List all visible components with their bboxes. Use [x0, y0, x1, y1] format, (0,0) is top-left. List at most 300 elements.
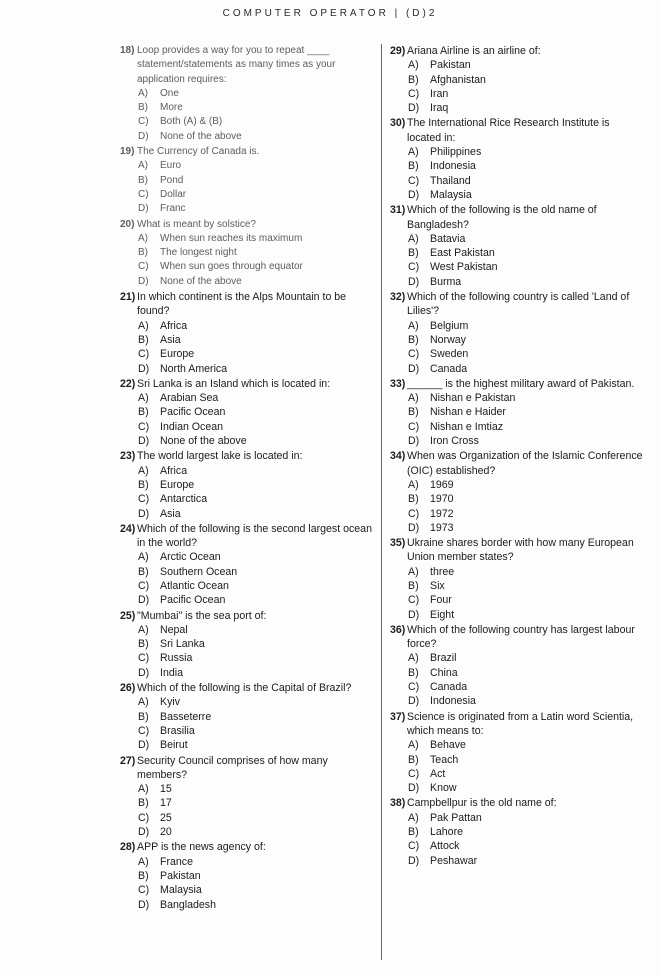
question-header	[390, 796, 645, 810]
option-letter: A)	[408, 319, 419, 332]
option-text: Brasilia	[160, 724, 195, 737]
answer-option	[120, 420, 372, 434]
answer-option	[390, 565, 645, 579]
option-letter: B)	[138, 638, 149, 651]
option-text: Russia	[160, 652, 193, 665]
option-text: One	[160, 87, 179, 99]
option-letter: C)	[138, 652, 150, 665]
option-text: Four	[430, 594, 452, 607]
answer-option	[390, 492, 645, 506]
answer-option	[120, 87, 372, 101]
option-letter: D)	[138, 666, 150, 679]
option-letter: B)	[138, 565, 149, 578]
option-letter: C)	[408, 681, 420, 694]
option-text: When sun reaches its maximum	[160, 232, 303, 244]
option-text: None of the above	[160, 130, 242, 142]
option-letter: B)	[138, 247, 148, 259]
option-text: Dollar	[160, 188, 187, 200]
question-text: The world largest lake is located in:	[137, 450, 303, 463]
option-letter: C)	[138, 579, 150, 592]
answer-option	[390, 87, 645, 101]
question-number: 18)	[120, 45, 135, 56]
option-text: Bangladesh	[160, 898, 216, 911]
option-text: Europe	[160, 348, 195, 361]
answer-option	[390, 275, 645, 289]
option-letter: D)	[408, 102, 420, 115]
option-text: 15	[160, 783, 172, 796]
option-letter: A)	[408, 146, 419, 159]
option-letter: D)	[138, 203, 149, 215]
question-number: 30)	[390, 117, 406, 130]
option-letter: B)	[138, 797, 149, 810]
answer-option	[120, 188, 372, 202]
question-block	[390, 449, 645, 535]
option-letter: D)	[408, 854, 420, 867]
answer-option	[390, 680, 645, 694]
answer-option	[390, 232, 645, 246]
option-letter: B)	[138, 710, 149, 723]
option-text: When sun goes through equator	[160, 261, 303, 273]
option-text: Teach	[430, 753, 459, 766]
question-header	[120, 522, 372, 551]
option-letter: C)	[408, 87, 420, 100]
answer-option	[120, 405, 372, 419]
question-header	[120, 609, 372, 623]
question-number: 29)	[390, 45, 406, 57]
option-text: Pakistan	[430, 59, 471, 72]
option-letter: C)	[408, 348, 420, 361]
option-text: Asia	[160, 507, 181, 520]
option-text: 1972	[430, 507, 454, 520]
option-letter: D)	[408, 608, 420, 621]
answer-option	[120, 593, 372, 607]
option-text: Know	[430, 782, 457, 795]
option-text: Malaysia	[430, 188, 472, 201]
question-number: 26)	[120, 682, 136, 695]
option-letter: B)	[138, 478, 149, 491]
question-block	[120, 290, 372, 376]
question-text: In which continent is the Alps Mountain to be found?	[137, 291, 347, 318]
option-text: 17	[160, 797, 172, 810]
question-header	[390, 710, 645, 739]
question-text: Which of the following is the Capital of Brazil?	[137, 682, 352, 695]
question-text: The Currency of Canada is.	[137, 146, 260, 158]
answer-option	[120, 550, 372, 564]
answer-option	[390, 839, 645, 853]
option-letter: C)	[138, 884, 150, 897]
option-letter: A)	[138, 160, 148, 172]
answer-option	[120, 101, 372, 115]
question-number: 24)	[120, 522, 136, 535]
option-text: Iraq	[430, 102, 449, 115]
option-text: three	[430, 565, 455, 578]
answer-option	[120, 579, 372, 593]
question-number: 27)	[120, 754, 136, 767]
answer-option	[390, 781, 645, 795]
question-block	[390, 536, 645, 622]
answer-option	[390, 738, 645, 752]
answer-option	[120, 738, 372, 752]
option-text: Pak Pattan	[430, 811, 482, 824]
option-letter: B)	[408, 493, 419, 506]
question-number: 25)	[120, 609, 136, 622]
answer-option	[390, 593, 645, 607]
answer-option	[120, 710, 372, 724]
question-number: 21)	[120, 291, 136, 304]
answer-option	[120, 623, 372, 637]
question-block	[120, 377, 372, 448]
question-block	[120, 681, 372, 752]
answer-option	[390, 666, 645, 680]
option-text: Both (A) & (B)	[160, 116, 223, 128]
option-letter: B)	[408, 406, 419, 419]
option-letter: A)	[138, 783, 149, 796]
column-divider	[381, 44, 382, 960]
question-text: What is meant by solstice?	[137, 218, 256, 230]
option-letter: C)	[138, 348, 150, 361]
question-block	[390, 203, 645, 289]
option-letter: D)	[138, 435, 150, 448]
option-text: Asia	[160, 333, 181, 346]
question-number: 33)	[390, 377, 406, 390]
option-letter: A)	[138, 464, 149, 477]
answer-option	[120, 232, 372, 246]
answer-option	[390, 246, 645, 260]
question-header	[390, 449, 645, 478]
option-letter: B)	[138, 174, 148, 186]
question-text: Campbellpur is the old name of:	[407, 797, 557, 810]
option-text: 25	[160, 811, 172, 824]
option-text: Thailand	[430, 174, 471, 187]
option-letter: B)	[408, 73, 419, 86]
answer-option	[390, 319, 645, 333]
question-block	[390, 796, 645, 867]
option-letter: D)	[408, 275, 420, 288]
answer-option	[120, 434, 372, 448]
answer-option	[120, 319, 372, 333]
question-block	[390, 623, 645, 709]
answer-option	[390, 347, 645, 361]
option-letter: A)	[138, 232, 148, 244]
option-letter: C)	[408, 420, 420, 433]
option-letter: D)	[408, 362, 420, 375]
question-header	[390, 116, 645, 145]
question-header	[120, 449, 372, 463]
option-text: Atlantic Ocean	[160, 579, 229, 592]
question-block	[390, 710, 645, 796]
option-text: Iran	[430, 87, 449, 100]
option-letter: C)	[408, 594, 420, 607]
option-letter: A)	[138, 623, 149, 636]
option-text: 1970	[430, 493, 454, 506]
answer-option	[390, 854, 645, 868]
question-header	[390, 203, 645, 232]
option-text: Act	[430, 767, 446, 780]
question-number: 37)	[390, 710, 406, 723]
question-block	[120, 609, 372, 680]
answer-option	[120, 883, 372, 897]
option-text: Lahore	[430, 826, 463, 839]
option-text: More	[160, 102, 183, 114]
answer-option	[120, 565, 372, 579]
answer-option	[120, 478, 372, 492]
option-letter: D)	[138, 130, 149, 142]
option-letter: A)	[408, 811, 419, 824]
option-text: China	[430, 666, 458, 679]
question-text: The International Rice Research Institute is located in:	[407, 117, 610, 144]
question-header	[390, 536, 645, 565]
option-text: Antarctica	[160, 493, 208, 506]
question-text: Science is originated from a Latin word Scientia, which means to:	[407, 710, 634, 737]
question-number: 34)	[390, 450, 406, 463]
answer-option	[120, 246, 372, 260]
answer-option	[390, 579, 645, 593]
option-letter: D)	[138, 898, 150, 911]
option-text: Sweden	[430, 348, 469, 361]
option-text: Nishan e Imtiaz	[430, 420, 504, 433]
answer-option	[120, 869, 372, 883]
question-block	[120, 754, 372, 840]
answer-option	[390, 767, 645, 781]
option-text: Europe	[160, 478, 195, 491]
option-letter: C)	[408, 767, 420, 780]
option-text: Batavia	[430, 232, 466, 245]
answer-option	[390, 362, 645, 376]
question-text: Which of the following country has largest labour force?	[407, 623, 635, 651]
question-block	[120, 840, 372, 911]
option-letter: C)	[138, 116, 149, 128]
option-letter: D)	[138, 739, 150, 752]
question-text: When was Organization of the Islamic Conference (OIC) established?	[407, 450, 643, 477]
option-text: None of the above	[160, 435, 247, 448]
option-letter: C)	[138, 420, 150, 433]
option-letter: D)	[408, 188, 420, 201]
option-text: Pond	[160, 174, 184, 186]
option-letter: A)	[138, 551, 149, 564]
question-number: 19)	[120, 146, 135, 158]
answer-option	[390, 174, 645, 188]
option-letter: D)	[138, 826, 150, 839]
option-text: The longest night	[160, 247, 237, 259]
option-text: Philippines	[430, 146, 482, 159]
question-block	[390, 290, 645, 376]
answer-option	[120, 115, 372, 129]
answer-option	[390, 188, 645, 202]
option-letter: B)	[408, 666, 419, 679]
option-letter: B)	[408, 160, 419, 173]
question-block	[120, 522, 372, 608]
option-letter: A)	[408, 232, 419, 245]
answer-option	[390, 811, 645, 825]
question-header	[120, 290, 372, 319]
answer-option	[390, 507, 645, 521]
option-letter: B)	[138, 869, 149, 882]
option-text: Indian Ocean	[160, 420, 224, 433]
question-text: Which of the following is the second largest ocean in the world?	[137, 522, 372, 550]
option-text: Indonesia	[430, 695, 476, 708]
question-number: 23)	[120, 450, 136, 463]
question-number: 20)	[120, 218, 135, 230]
question-header	[390, 377, 645, 391]
question-block	[120, 449, 372, 520]
answer-option	[390, 753, 645, 767]
answer-option	[120, 174, 372, 188]
option-text: Pacific Ocean	[160, 406, 226, 419]
option-text: Arabian Sea	[160, 392, 219, 405]
answer-option	[390, 825, 645, 839]
answer-option	[120, 492, 372, 506]
option-letter: C)	[408, 261, 420, 274]
answer-option	[120, 637, 372, 651]
option-letter: A)	[138, 87, 148, 99]
answer-option	[120, 159, 372, 173]
question-header	[390, 623, 645, 652]
option-letter: C)	[408, 840, 420, 853]
option-letter: D)	[138, 275, 149, 287]
option-text: Attock	[430, 840, 460, 853]
question-header	[120, 377, 372, 391]
answer-option	[120, 782, 372, 796]
answer-option	[120, 898, 372, 912]
option-letter: B)	[408, 753, 419, 766]
question-header	[120, 218, 372, 232]
question-header	[120, 840, 372, 854]
option-letter: D)	[138, 594, 150, 607]
option-text: Nishan e Haider	[430, 406, 506, 419]
question-text: Ukraine shares border with how many European Union member states?	[407, 537, 634, 564]
answer-option	[390, 405, 645, 419]
answer-option	[120, 362, 372, 376]
option-letter: A)	[408, 565, 419, 578]
question-number: 35)	[390, 537, 406, 550]
option-text: Euro	[160, 160, 182, 172]
option-letter: B)	[138, 333, 149, 346]
option-text: None of the above	[160, 275, 242, 287]
option-letter: C)	[138, 724, 150, 737]
question-number: 22)	[120, 377, 136, 390]
question-number: 32)	[390, 291, 406, 304]
option-letter: A)	[138, 696, 149, 709]
option-letter: B)	[408, 579, 419, 592]
option-letter: B)	[408, 826, 419, 839]
option-text: Six	[430, 579, 445, 592]
option-text: East Pakistan	[430, 247, 495, 260]
option-letter: C)	[408, 174, 420, 187]
option-text: Arctic Ocean	[160, 551, 221, 564]
option-letter: A)	[408, 59, 419, 72]
question-number: 38)	[390, 797, 406, 810]
option-text: Malaysia	[160, 884, 202, 897]
answer-option	[120, 855, 372, 869]
option-text: Pacific Ocean	[160, 594, 226, 607]
option-letter: C)	[138, 188, 149, 200]
answer-option	[120, 695, 372, 709]
option-letter: B)	[138, 406, 149, 419]
answer-option	[390, 101, 645, 115]
option-text: Canada	[430, 362, 468, 375]
option-text: North America	[160, 362, 228, 375]
option-text: Canada	[430, 681, 468, 694]
option-text: 20	[160, 826, 172, 839]
answer-option	[390, 694, 645, 708]
option-letter: A)	[408, 392, 419, 405]
option-text: India	[160, 666, 183, 679]
option-letter: A)	[408, 739, 419, 752]
question-header	[120, 754, 372, 783]
option-text: Afghanistan	[430, 73, 486, 86]
option-letter: D)	[138, 507, 150, 520]
option-text: West Pakistan	[430, 261, 498, 274]
answer-option	[120, 666, 372, 680]
question-header	[390, 44, 645, 58]
answer-option	[120, 796, 372, 810]
option-text: Indonesia	[430, 160, 476, 173]
option-letter: A)	[138, 319, 149, 332]
option-text: Southern Ocean	[160, 565, 238, 578]
left-column	[120, 44, 372, 913]
answer-option	[120, 202, 372, 216]
answer-option	[120, 811, 372, 825]
question-text: "Mumbai" is the sea port of:	[137, 609, 267, 622]
question-text: Which of the following country is called 'Land of Lilies'?	[407, 291, 630, 318]
option-text: Kyiv	[160, 696, 181, 709]
answer-option	[390, 391, 645, 405]
question-number: 28)	[120, 841, 136, 854]
option-letter: B)	[408, 333, 419, 346]
option-letter: C)	[138, 493, 150, 506]
question-block	[120, 145, 372, 216]
option-text: Africa	[160, 319, 188, 332]
question-number: 31)	[390, 204, 406, 217]
question-text: Loop provides a way for you to repeat ____ statement/statements as many times as your application requires:	[137, 45, 336, 85]
page-header: COMPUTER OPERATOR | (D)2	[222, 8, 438, 19]
answer-option	[390, 260, 645, 274]
answer-option	[390, 159, 645, 173]
answer-option	[120, 260, 372, 274]
option-text: Brazil	[430, 652, 457, 665]
answer-option	[120, 391, 372, 405]
option-text: 1969	[430, 478, 454, 491]
option-text: Pakistan	[160, 869, 201, 882]
option-letter: D)	[408, 782, 420, 795]
question-text: Ariana Airline is an airline of:	[407, 45, 541, 57]
option-letter: A)	[408, 652, 419, 665]
answer-option	[390, 333, 645, 347]
option-letter: D)	[138, 362, 150, 375]
option-letter: D)	[408, 521, 420, 534]
option-letter: D)	[408, 695, 420, 708]
answer-option	[390, 145, 645, 159]
answer-option	[120, 333, 372, 347]
question-block	[120, 44, 372, 144]
option-text: Beirut	[160, 739, 188, 752]
option-letter: A)	[408, 478, 419, 491]
question-text: Security Council comprises of how many members?	[137, 754, 328, 781]
option-letter: C)	[138, 261, 149, 273]
question-block	[390, 377, 645, 448]
question-header	[120, 145, 372, 159]
option-text: Sri Lanka	[160, 638, 205, 651]
right-column	[390, 44, 645, 869]
answer-option	[120, 651, 372, 665]
answer-option	[390, 434, 645, 448]
option-text: Nishan e Pakistan	[430, 392, 516, 405]
answer-option	[120, 347, 372, 361]
option-text: Norway	[430, 333, 466, 346]
option-letter: D)	[408, 435, 420, 448]
answer-option	[390, 608, 645, 622]
answer-option	[390, 521, 645, 535]
